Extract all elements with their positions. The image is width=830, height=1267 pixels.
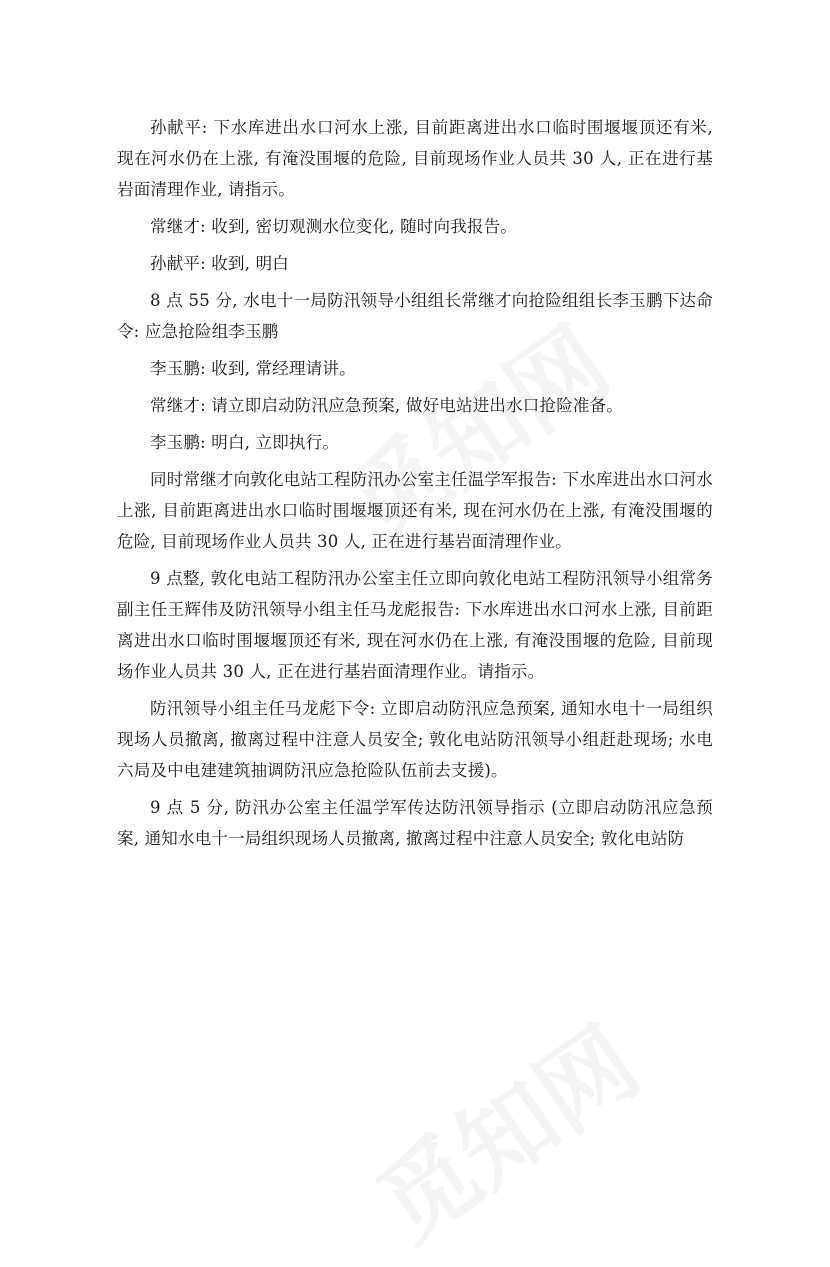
document-body bbox=[117, 112, 713, 860]
paragraph: 同时常继才向敦化电站工程防汛办公室主任温学军报告: 下水库进出水口河水上涨, 目前距离进出水口临时围堰堰顶还有米, 现在河水仍在上涨, 有淹没围堰的危险, 目前现场作业人员共 30 人, 正在进行基岩面清理作业。 bbox=[117, 470, 713, 551]
watermark bbox=[347, 990, 661, 1267]
paragraph: 9 点 5 分, 防汛办公室主任温学军传达防汛领导指示 (立即启动防汛应急预案, 通知水电十一局组织现场人员撤离, 撤离过程中注意人员安全; 敦化电站防 bbox=[117, 798, 713, 848]
paragraph: 孙献平: 收到, 明白 bbox=[150, 254, 289, 273]
paragraph: 李玉鹏: 收到, 常经理请讲。 bbox=[150, 359, 356, 378]
paragraph: 常继才: 收到, 密切观测水位变化, 随时向我报告。 bbox=[150, 217, 517, 236]
paragraph: 8 点 55 分, 水电十一局防汛领导小组组长常继才向抢险组组长李玉鹏下达命令: 应急抢险组李玉鹏 bbox=[117, 291, 713, 341]
paragraph: 常继才: 请立即启动防汛应急预案, 做好电站进出水口抢险准备。 bbox=[150, 396, 623, 415]
paragraph: 防汛领导小组主任马龙彪下令: 立即启动防汛应急预案, 通知水电十一局组织现场人员撤离, 撤离过程中注意人员安全; 敦化电站防汛领导小组赶赴现场; 水电六局及中电建建筑抽调防汛应急抢险队伍前去支援)。 bbox=[117, 699, 713, 780]
paragraph: 孙献平: 下水库进出水口河水上涨, 目前距离进出水口临时围堰堰顶还有米, 现在河水仍在上涨, 有淹没围堰的危险, 目前现场作业人员共 30 人, 正在进行基岩面清理作业, 请指示。 bbox=[117, 118, 713, 199]
paragraph: 9 点整, 敦化电站工程防汛办公室主任立即向敦化电站工程防汛领导小组常务副主任王辉伟及防汛领导小组主任马龙彪报告: 下水库进出水口河水上涨, 目前距离进出水口临时围堰堰顶还有米, 现在河水仍在上涨, 有淹没围堰的危险, 目前现场作业人员共 30 人, 正在进行基岩面清理作业。请指示。 bbox=[117, 569, 713, 681]
paragraph: 李玉鹏: 明白, 立即执行。 bbox=[150, 433, 340, 452]
